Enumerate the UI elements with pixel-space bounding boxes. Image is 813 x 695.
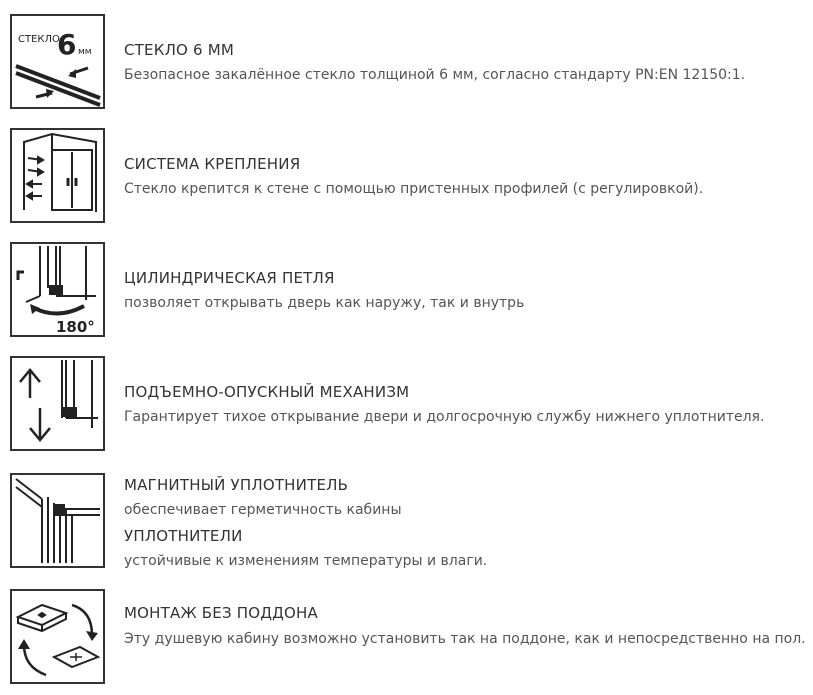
glass-label-text: СТЕКЛО <box>18 34 60 45</box>
feature-desc-magnetic: обеспечивает герметичность кабины <box>124 502 402 518</box>
feature-title-lift: ПОДЪЕМНО-ОПУСКНЫЙ МЕХАНИЗМ <box>124 383 410 401</box>
feature-desc-glass: Безопасное закалённое стекло толщиной 6 мм, согласно стандарту PN:EN 12150:1. <box>124 67 746 83</box>
glass-number-text: 6 <box>57 28 77 61</box>
cylinder-hinge-icon <box>10 242 105 337</box>
feature-desc-lift: Гарантирует тихое открывание двери и долгосрочную службу нижнего уплотнителя. <box>124 409 765 425</box>
feature-title-hinge: ЦИЛИНДРИЧЕСКАЯ ПЕТЛЯ <box>124 269 335 287</box>
feature-desc-seals: устойчивые к изменениям температуры и влаги. <box>124 553 488 569</box>
feature-title-glass: СТЕКЛО 6 ММ <box>124 41 235 59</box>
magnetic-seal-icon <box>10 473 105 568</box>
feature-title-mounting: СИСТЕМА КРЕПЛЕНИЯ <box>124 155 301 173</box>
install-without-tray-icon <box>10 589 105 684</box>
feature-title-seals: УПЛОТНИТЕЛИ <box>124 527 243 545</box>
feature-title-install: МОНТАЖ БЕЗ ПОДДОНА <box>124 604 319 622</box>
mounting-system-icon <box>10 128 105 223</box>
feature-desc-mounting: Стекло крепится к стене с помощью пристенных профилей (с регулировкой). <box>124 181 704 197</box>
hinge-angle-text: 180° <box>56 318 95 335</box>
lift-mechanism-icon <box>10 356 105 451</box>
feature-desc-install: Эту душевую кабину возможно установить так на поддоне, как и непосредственно на пол. <box>124 631 806 647</box>
feature-title-magnetic: МАГНИТНЫЙ УПЛОТНИТЕЛЬ <box>124 476 349 494</box>
glass-thickness-icon <box>10 14 105 109</box>
glass-unit-text: мм <box>78 47 92 57</box>
feature-desc-hinge: позволяет открывать дверь как наружу, так и внутрь <box>124 295 525 311</box>
